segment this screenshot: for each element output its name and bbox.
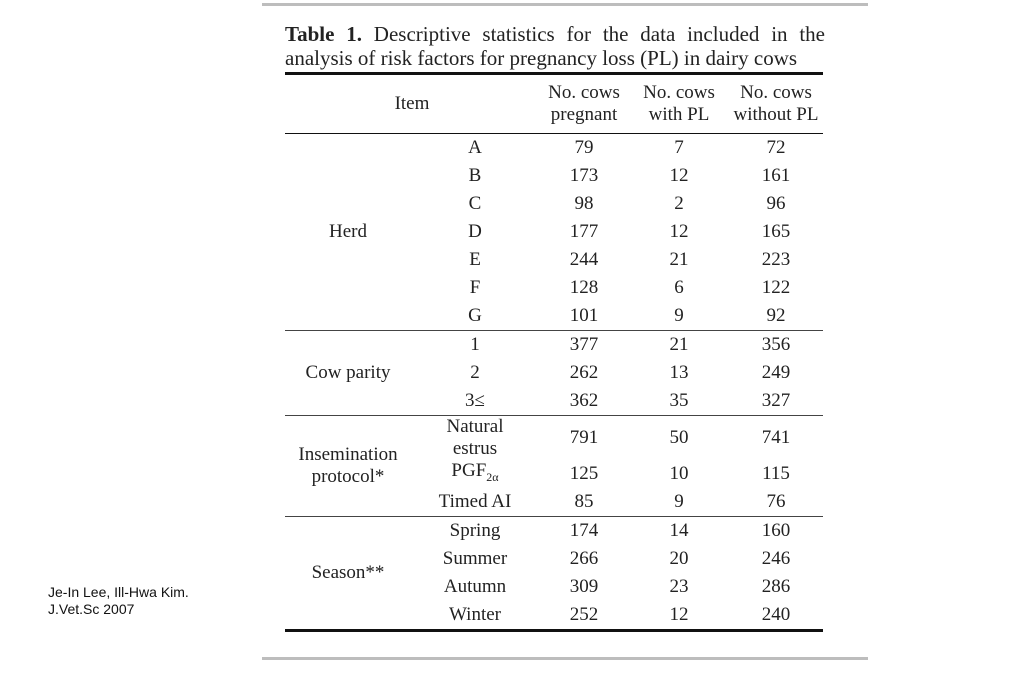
header-item: Item: [394, 93, 430, 114]
group-label-herd: Herd: [329, 221, 367, 242]
group-herd: [285, 134, 823, 331]
table-header: [285, 74, 823, 134]
category-cell: 3≤: [465, 390, 485, 411]
header-with-pl-line-1: No. cows: [643, 82, 715, 103]
pregnant-cell: 309: [569, 576, 599, 597]
with-pl-cell: 20: [669, 548, 689, 569]
with-pl-cell: 7: [674, 137, 684, 158]
category-subscript: 2α: [486, 469, 499, 484]
category-cell: 2: [470, 362, 480, 383]
without-pl-cell: 160: [761, 520, 791, 541]
pregnant-cell: 173: [569, 165, 599, 186]
caption-line-2: analysis of risk factors for pregnancy loss (PL) in dairy cows: [285, 46, 798, 70]
table-row: [285, 517, 823, 546]
statistics-table: [285, 72, 823, 632]
pregnant-cell: 177: [569, 221, 599, 242]
category-cell: [411, 416, 539, 461]
pregnant-cell: 98: [574, 193, 594, 214]
with-pl-cell: 21: [669, 249, 689, 270]
author-credit: [48, 584, 189, 618]
without-pl-cell: 92: [766, 305, 786, 326]
header-without-pl: [729, 74, 823, 134]
bottom-rule: [262, 657, 868, 660]
category-cell: B: [468, 165, 482, 186]
pregnant-cell: 85: [574, 491, 594, 512]
group-label-protocol: [285, 416, 411, 517]
pregnant-cell: 128: [569, 277, 599, 298]
pregnant-cell: 362: [569, 390, 599, 411]
without-pl-cell: 161: [761, 165, 791, 186]
pregnant-cell: 101: [569, 305, 599, 326]
without-pl-cell: 356: [761, 334, 791, 355]
pregnant-cell: 125: [569, 463, 599, 484]
without-pl-cell: 122: [761, 277, 791, 298]
group-label-protocol-line-2: protocol*: [311, 466, 385, 487]
with-pl-cell: 2: [674, 193, 684, 214]
credit-journal: J.Vet.Sc 2007: [48, 601, 135, 617]
with-pl-cell: 13: [669, 362, 689, 383]
category-cell: G: [468, 305, 482, 326]
category-cell: A: [468, 137, 482, 158]
pregnant-cell: 377: [569, 334, 599, 355]
header-without-pl-line-2: without PL: [733, 104, 819, 125]
category-cell: Autumn: [443, 576, 507, 597]
without-pl-cell: 72: [766, 137, 786, 158]
category-cell: D: [468, 221, 482, 242]
category-cell: 1: [470, 334, 480, 355]
pregnant-cell: 79: [574, 137, 594, 158]
without-pl-cell: 223: [761, 249, 791, 270]
category-cell: Timed AI: [438, 491, 512, 512]
without-pl-cell: 741: [761, 427, 791, 448]
without-pl-cell: 115: [762, 463, 790, 484]
with-pl-cell: 10: [669, 463, 689, 484]
pregnant-cell: 174: [569, 520, 599, 541]
without-pl-cell: 165: [761, 221, 791, 242]
category-cell: F: [469, 277, 481, 298]
pregnant-cell: 262: [569, 362, 599, 383]
header-row: [285, 74, 823, 134]
group-label-protocol-line-1: Insemination: [298, 444, 398, 465]
table-row: [285, 331, 823, 360]
category-cell: E: [469, 249, 481, 270]
header-with-pl: [629, 74, 729, 134]
without-pl-cell: 286: [761, 576, 791, 597]
header-pregnant-line-1: No. cows: [548, 82, 620, 103]
with-pl-cell: 9: [674, 491, 684, 512]
category-cell: Winter: [449, 604, 501, 625]
with-pl-cell: 14: [669, 520, 689, 541]
category-cell: Summer: [442, 548, 508, 569]
category-main: PGF: [451, 460, 487, 482]
group-parity: [285, 331, 823, 416]
without-pl-cell: 249: [761, 362, 791, 383]
top-rule: [262, 3, 868, 6]
credit-authors: Je-In Lee, Ill-Hwa Kim.: [48, 584, 189, 600]
category-line-2: estrus: [452, 438, 498, 459]
caption-line-1: [285, 22, 825, 46]
table-row: [285, 416, 823, 461]
without-pl-cell: 96: [766, 193, 786, 214]
without-pl-cell: 240: [761, 604, 791, 625]
category-line-1: Natural: [446, 416, 504, 437]
pregnant-cell: 266: [569, 548, 599, 569]
with-pl-cell: 23: [669, 576, 689, 597]
with-pl-cell: 21: [669, 334, 689, 355]
pregnant-cell: 252: [569, 604, 599, 625]
with-pl-cell: 9: [674, 305, 684, 326]
pregnant-cell: 791: [569, 427, 599, 448]
header-pregnant: [539, 74, 629, 134]
caption-text-1: Descriptive statistics for the data included in the: [373, 22, 826, 46]
caption-label: Table 1.: [285, 22, 362, 46]
header-with-pl-line-2: with PL: [648, 104, 710, 125]
without-pl-cell: 76: [766, 491, 786, 512]
header-without-pl-line-1: No. cows: [740, 82, 812, 103]
pregnant-cell: 244: [569, 249, 599, 270]
with-pl-cell: 12: [669, 165, 689, 186]
group-season: [285, 517, 823, 631]
without-pl-cell: 246: [761, 548, 791, 569]
header-pregnant-line-2: pregnant: [550, 104, 618, 125]
table-row: [285, 134, 823, 163]
with-pl-cell: 6: [674, 277, 684, 298]
group-label-season: Season**: [311, 562, 385, 583]
category-cell: C: [468, 193, 482, 214]
with-pl-cell: 35: [669, 390, 689, 411]
category-cell: [411, 460, 539, 488]
group-protocol: [285, 416, 823, 517]
table-caption: [285, 22, 825, 70]
with-pl-cell: 50: [669, 427, 689, 448]
with-pl-cell: 12: [669, 221, 689, 242]
with-pl-cell: 12: [669, 604, 689, 625]
without-pl-cell: 327: [761, 390, 791, 411]
group-label-parity: Cow parity: [305, 362, 391, 383]
category-cell: Spring: [449, 520, 501, 541]
